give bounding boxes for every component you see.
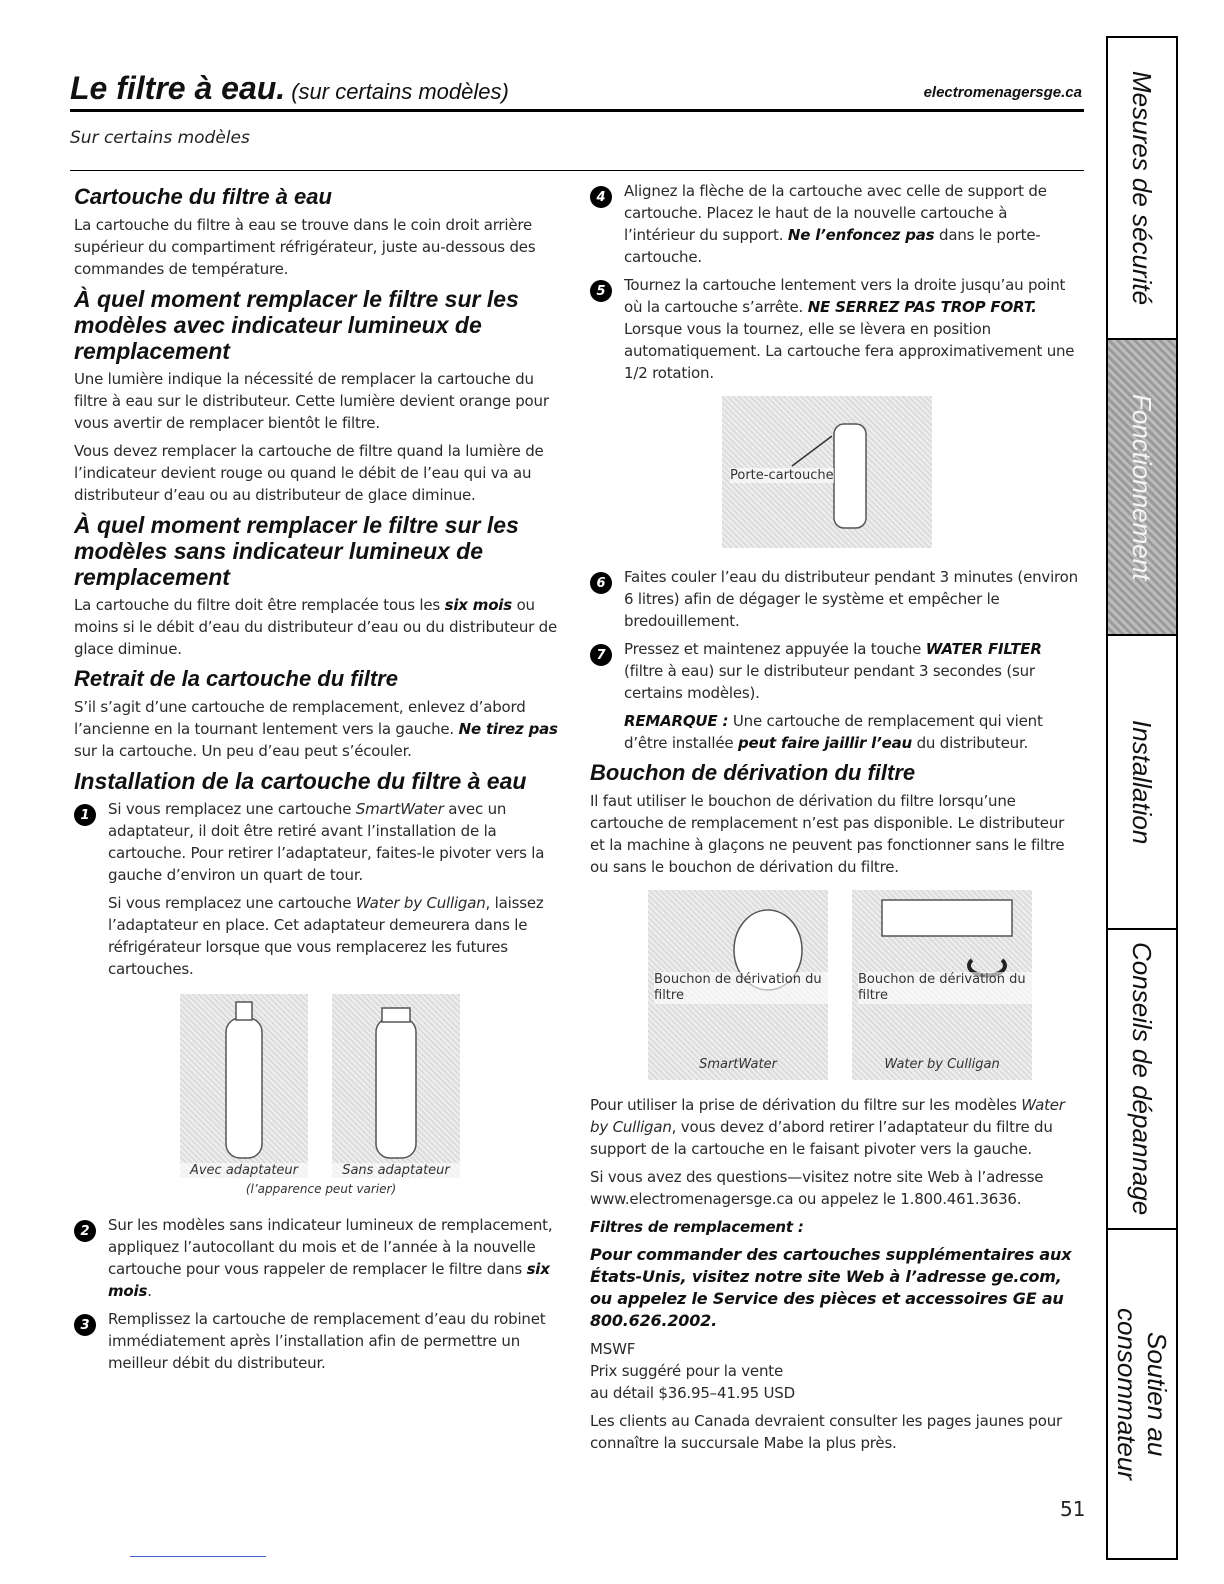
section-heading: Installation de la cartouche du filtre à eau [74, 768, 527, 794]
section-heading: À quel moment remplacer le filtre sur les modèles avec indicateur lumineux de remplacement [74, 286, 519, 364]
step-5: 5 Tournez la cartouche lentement vers la droite jusqu’au point où la cartouche s’arrête. NE SERREZ PAS TROP FORT. Lorsque vous la tournez, elle se lèvera en position automatiquement. La cartouche fera approximativement une 1/2 rotation. [590, 274, 1082, 384]
left-column [74, 180, 568, 1380]
cartridge-with-adapter-image: Avec adaptateur [180, 994, 308, 1178]
cartridge-holder-image: Porte-cartouche [722, 396, 932, 548]
paragraph: Les clients au Canada devraient consulter les pages jaunes pour connaître la succursale Mabe la plus près. [590, 1412, 1062, 1452]
price-line: Prix suggéré pour la vente [590, 1362, 783, 1380]
paragraph: Pour utiliser la prise de dérivation du filtre sur les modèles Water by Culligan, vous devez d’abord retirer l’adaptateur du filtre du support de la cartouche en le faisant pivoter vers la gauche. [590, 1096, 1065, 1158]
paragraph: Vous devez remplacer la cartouche de filtre quand la lumière de l’indicateur devient rouge ou quand le débit de l’eau qui va au distributeur d’eau ou au distributeur de glace diminue. [74, 442, 544, 504]
subtitle-rule [70, 170, 1084, 171]
step-number-icon: 1 [74, 804, 96, 826]
step-number-icon: 2 [74, 1220, 96, 1242]
section-heading: Retrait de la cartouche du filtre [74, 666, 398, 691]
paragraph: La cartouche du filtre doit être remplacée tous les six mois ou moins si le débit d’eau du distributeur d’eau ou du distributeur de glace diminue. [74, 596, 558, 658]
bypass-smartwater-image: Bouchon de dérivation du filtre SmartWater [648, 890, 828, 1080]
paragraph: Il faut utiliser le bouchon de dérivation du filtre lorsqu’une cartouche de remplacement n’est pas disponible. Le distributeur et la machine à glaçons ne peuvent pas fonctionner sans le filtre ou sans le bouchon de dérivation du filtre. [590, 792, 1065, 876]
step-number-icon: 5 [590, 280, 612, 302]
step-number-icon: 6 [590, 572, 612, 594]
paragraph: La cartouche du filtre à eau se trouve dans le coin droit arrière supérieur du compartiment réfrigérateur, juste au-dessous des commandes de température. [74, 216, 536, 278]
section-heading: Cartouche du filtre à eau [74, 184, 332, 209]
tab-mesures-de-securite[interactable]: Mesures de sécurité [1108, 38, 1176, 340]
step-6: 6 Faites couler l’eau du distributeur pendant 3 minutes (environ 6 litres) afin de dégager le système et empêcher le bredouillement. [590, 566, 1082, 632]
replacement-filters-title: Filtres de remplacement : [590, 1218, 804, 1236]
step-number-icon: 3 [74, 1314, 96, 1336]
paragraph: S’il s’agit d’une cartouche de remplacement, enlevez d’abord l’ancienne en la tournant lentement vers la gauche. Ne tirez pas sur la cartouche. Un peu d’eau peut s’écouler. [74, 698, 558, 760]
footer-link-line [130, 1556, 266, 1557]
header-rule [70, 109, 1084, 112]
cartridge-figures [180, 994, 568, 1178]
tab-soutien-au-consommateur[interactable]: Soutien au consommateur [1112, 1308, 1172, 1480]
figure-note: (l’apparence peut varier) [245, 1182, 397, 1196]
page-title-sub: (sur certains modèles) [291, 79, 509, 104]
step-3: 3 Remplissez la cartouche de remplacement d’eau du robinet immédiatement après l’installation afin de permettre un meilleur débit du distributeur. [74, 1308, 568, 1374]
step-number-icon: 7 [590, 644, 612, 666]
right-column [590, 180, 1082, 1460]
tab-conseils-de-depannage[interactable]: Conseils de dépannage [1108, 930, 1176, 1230]
price-line: au détail $36.95–41.95 USD [590, 1384, 795, 1402]
section-sidebar [1106, 36, 1178, 1560]
tab-installation[interactable]: Installation [1108, 636, 1176, 930]
model-number: MSWF [590, 1340, 636, 1358]
step-7: 7 Pressez et maintenez appuyée la touche WATER FILTER (filtre à eau) sur le distributeur pendant 3 secondes (sur certains modèles). REMARQUE : Une cartouche de remplacement qui vient d’être installée peut faire jaillir l’eau du distributeur. [590, 638, 1082, 754]
paragraph: Une lumière indique la nécessité de remplacer la cartouche du filtre à eau sur le distributeur. Cette lumière devient orange pour vous avertir de remplacer bientôt le filtre. [74, 370, 549, 432]
step-4: 4 Alignez la flèche de la cartouche avec celle de support de cartouche. Placez le haut de la nouvelle cartouche à l’intérieur du support. Ne l’enfoncez pas dans le porte-cartouche. [590, 180, 1082, 268]
cartridge-without-adapter-image: Sans adaptateur [332, 994, 460, 1178]
step-number-icon: 4 [590, 186, 612, 208]
page-title: Le filtre à eau. (sur certains modèles) [70, 70, 509, 106]
step-2: 2 Sur les modèles sans indicateur lumineux de remplacement, appliquez l’autocollant du mois et de l’année à la nouvelle cartouche pour vous rappeler de remplacer le filtre dans six mois. [74, 1214, 568, 1302]
page-number: 51 [1060, 1497, 1086, 1521]
tab-fonctionnement[interactable]: Fonctionnement [1108, 340, 1176, 636]
section-heading: À quel moment remplacer le filtre sur les modèles sans indicateur lumineux de remplacement [74, 512, 519, 590]
order-info: Pour commander des cartouches supplémentaires aux États-Unis, visitez notre site Web à l’adresse ge.com, ou appelez le Service des pièces et accessoires GE au 800.626.2002. [590, 1245, 1072, 1330]
section-heading: Bouchon de dérivation du filtre [590, 760, 916, 785]
paragraph: Si vous avez des questions—visitez notre site Web à l’adresse www.electromenagersge.ca ou appelez le 1.800.461.3636. [590, 1168, 1044, 1208]
remark: REMARQUE : Une cartouche de remplacement qui vient d’être installée peut faire jaillir l’eau du distributeur. [624, 712, 1043, 752]
bypass-plug-figures [648, 890, 1082, 1080]
site-url: electromenagersge.ca [923, 84, 1082, 101]
page-subtitle: Sur certains modèles [70, 128, 250, 148]
bypass-culligan-image: Bouchon de dérivation du filtre Water by Culligan [852, 890, 1032, 1080]
step-1: 1 Si vous remplacez une cartouche SmartWater avec un adaptateur, il doit être retiré avant l’installation de la cartouche. Pour retirer l’adaptateur, faites-le pivoter vers la gauche d’environ un quart de tour. Si vous remplacez une cartouche Water by Culligan, laissez l’adaptateur en place. Cet adaptateur demeurera dans le réfrigérateur lorsque que vous remplacerez les futures cartouches. [74, 798, 568, 980]
